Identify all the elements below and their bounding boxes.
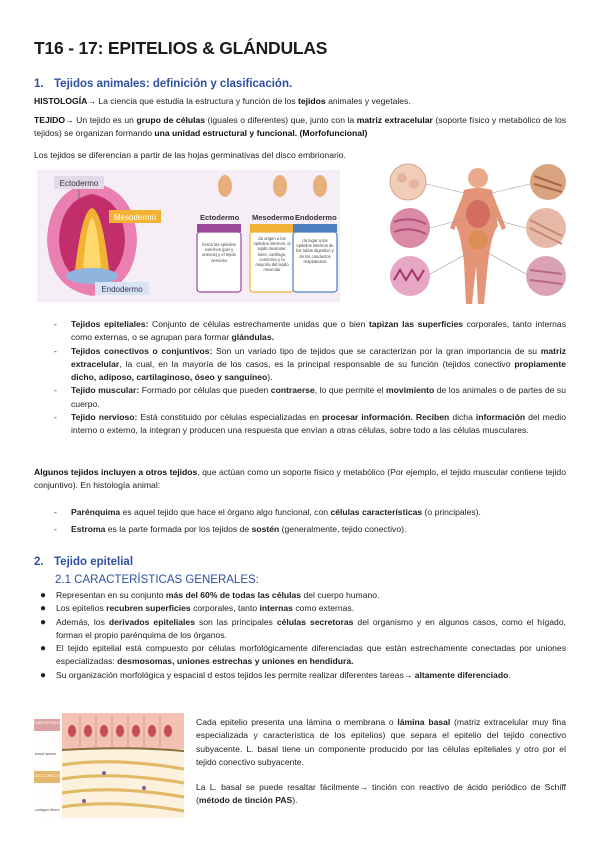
list-item [34,384,566,411]
bold-text: contraerse [270,385,315,396]
bold-text: matriz extracelular [71,345,566,369]
arrow-icon: → [87,96,96,106]
box-endodermo-text: da lugar a los epitelios internos de los tubos digestivo y de los conductos respiratorios [296,238,334,264]
histologia-paragraph [34,95,566,108]
text: Está constituido por células especializadas en [137,412,322,423]
term-tejido: TEJIDO [34,115,66,125]
arrow-icon: → [65,115,74,125]
bold-text: recubren superficies [106,603,191,614]
bold-text: propiamente dicho, adiposo, cartilaginoso, óseo y sanguíneo [71,358,566,383]
bold-text: Parénquima [71,507,121,517]
bold-text: más del 60% de todas las células [165,590,302,600]
bold-text: lámina basal [397,717,451,727]
tissue-types-list [34,318,566,438]
bold-text: tejidos [298,96,326,106]
list-item [34,506,566,519]
basal-lamina-figure [29,713,184,818]
text: , lo que permite el [314,385,386,396]
list-item [34,589,566,602]
text: es aquel tejido que hace el órgano algo funcional, con [120,507,331,517]
label-ectodermo: Ectodermo [59,179,99,188]
arrow-icon: → [403,669,413,680]
text: (o principales). [422,507,481,517]
label-basal-lamina: basal lamina [35,752,57,756]
epithelium-characteristics-list [34,589,566,682]
parenquima-estroma-list [34,506,566,537]
germ-layers-figure [37,170,340,302]
bullet-icon: ● [40,590,47,601]
bullet-icon: ● [40,603,47,615]
text: La L. basal se puede resaltar fácilmente [196,782,360,792]
bullet-icon: ● [40,643,47,655]
text: ). [292,795,298,806]
text: Representan en su conjunto [56,590,166,600]
text: (matriz extracelular muy fina especializada y característica de los epitelios) que separa el epitelio del tejido conectivo subyacente. L. basal tiene un componente producido por las células epiteliales y otro por el tejido conectivo subyacente. [196,717,566,767]
col-mesodermo: Mesodermo [252,213,295,222]
text: Conjunto de células estrechamente unidas que o bien [148,319,369,329]
term-histologia: HISTOLOGÍA [34,96,88,106]
text: es la parte formada por los tejidos de [105,524,252,535]
text: corporales, tanto internas como externas, o se agrupan para formar [71,319,566,343]
bold-text: desmosomas, uniones estrechas y uniones en hendidura. [117,656,354,667]
text: del cuerpo humano. [301,590,380,600]
list-item [34,669,566,682]
text: corporales, tanto [190,603,260,614]
dash-icon: - [54,412,57,423]
list-item [34,345,566,385]
text: Son un variado tipo de tejidos que se caracterizan por la gran importancia de su [212,345,541,356]
text: (soporte físico y metabólico de los tejidos) se organizan formando [34,115,567,139]
text: , que actúan como un soporte físico y metabólico (Por ejemplo, el tejido muscular contiene tejido conjuntivo). En histología animal: [34,467,566,491]
list-item [34,523,566,536]
bold-text: altamente diferenciado [412,669,509,680]
bold-text: tapizan las superficies [368,319,464,329]
text: (generalmente, tejido conectivo). [279,524,407,535]
text: animales y vegetales. [325,96,411,106]
bold-text: una unidad estructural y funcional. (Morfofuncional) [154,128,368,139]
text: como externas. [292,603,355,614]
basal-lamina-paragraph [196,716,566,769]
bold-text: información [475,412,526,423]
bold-text: procesar información. Reciben [321,412,450,423]
label-tejido-epitelial: TEJIDO EPITELIAL [31,721,63,725]
text: del organismo y en algunos casos, como el hígado, forman el propio parénquima de los órganos. [56,616,566,640]
list-item [34,616,566,643]
tissue-types-figure [388,162,568,308]
text: Su organización morfológica y espacial d estos tejidos les permite realizar diferentes tareas [56,669,404,680]
dash-icon: - [54,385,57,396]
text: , la cual, en la mayoría de los casos, es la principal responsable de su función (tejidos conectivo [119,358,515,369]
bold-text: Tejidos epiteliales: [71,319,149,329]
section-heading-1 [34,78,292,90]
subsection-heading: 2.1 CARACTERÍSTICAS GENERALES: [55,574,259,586]
bold-text: Tejido nervioso: [71,412,138,423]
text: El tejido epitelial está compuesto por células morfológicamente diferenciadas que están estrechamente conectadas por uniones especializadas: [56,643,566,667]
list-item [34,318,566,345]
bold-text: Estroma [71,524,106,535]
box-ectodermo-text: forma los epitelios externos (piel y anexos) y el tejido nervioso [202,242,236,263]
list-item [34,602,566,615]
bold-text: células secretoras [276,616,354,627]
section-title: Tejido epitelial [54,556,134,568]
list-item [34,642,566,669]
bold-text: Tejidos conectivos o conjuntivos: [71,345,213,356]
text: . [508,669,511,680]
list-item [34,411,566,438]
section-number: 2. [34,556,44,568]
box-mesodermo-text: da origen a los epitelios internos, al tejido muscular, óseo, cartílago, conectivo y la mayoría del tejido muscular [253,236,291,273]
bold-text: método de tinción PAS [198,795,293,806]
dash-icon: - [54,319,57,329]
bold-text: derivados epiteliales [108,616,195,627]
text: Formado por células que pueden [139,385,271,396]
bold-text: Algunos tejidos incluyen a otros tejidos [34,467,198,477]
text: del medio interno o externo, la integran y producen una respuesta que envían a otras células, sobre todo a las células musculares. [71,412,567,436]
text: Cada epitelio presenta una lámina o membrana o [196,717,398,727]
pas-paragraph [196,781,566,808]
bold-text: glándulas. [231,332,274,343]
bold-text: Tejido muscular: [71,385,140,396]
bold-text: sostén [251,524,280,535]
section-number: 1. [34,78,44,90]
text: tinción con reactivo de ácido periódico de Schiff ( [196,782,566,806]
section-title: Tejidos animales: definición y clasificación. [54,78,293,90]
dash-icon: - [54,507,57,517]
text: Un tejido es un [73,115,137,125]
label-endodermo: Endodermo [101,285,143,294]
tejido-paragraph [34,114,566,141]
bullet-icon: ● [40,616,47,628]
label-collagen-fibers: collagen fibers [35,808,60,812]
text: dicha [449,412,476,423]
bullet-icon: ● [40,669,47,681]
bold-text: internas [259,603,293,614]
text: La ciencia que estudia la estructura y función de los [95,96,298,106]
bold-text: movimiento [386,385,435,396]
dash-icon: - [54,524,57,535]
text: (iguales o diferentes) que, junto con la [205,115,357,125]
arrow-icon: → [359,782,368,792]
label-mesodermo: Mesodermo [113,213,157,222]
text: Los epitelios [56,603,107,614]
text: de los animales o de partes de su cuerpo. [71,385,566,409]
germinativas-paragraph: Los tejidos se diferencian a partir de las hojas germinativas del disco embrionario. [34,150,346,160]
text: son las principales [195,616,277,627]
otros-tejidos-paragraph [34,466,566,493]
col-endodermo: Endodermo [295,213,337,222]
bold-text: grupo de células [136,115,206,125]
page-title: T16 - 17: EPITELIOS & GLÁNDULAS [34,38,328,58]
col-ectodermo: Ectodermo [200,213,240,222]
text: ). [267,372,273,383]
bold-text: matriz extracelular [356,115,433,125]
bold-text: células características [330,507,423,517]
section-heading-2 [34,556,133,568]
dash-icon: - [54,345,57,356]
label-tejido-conectivo: TEJIDO CONECTIVO [29,774,65,778]
text: Además, los [56,616,109,627]
